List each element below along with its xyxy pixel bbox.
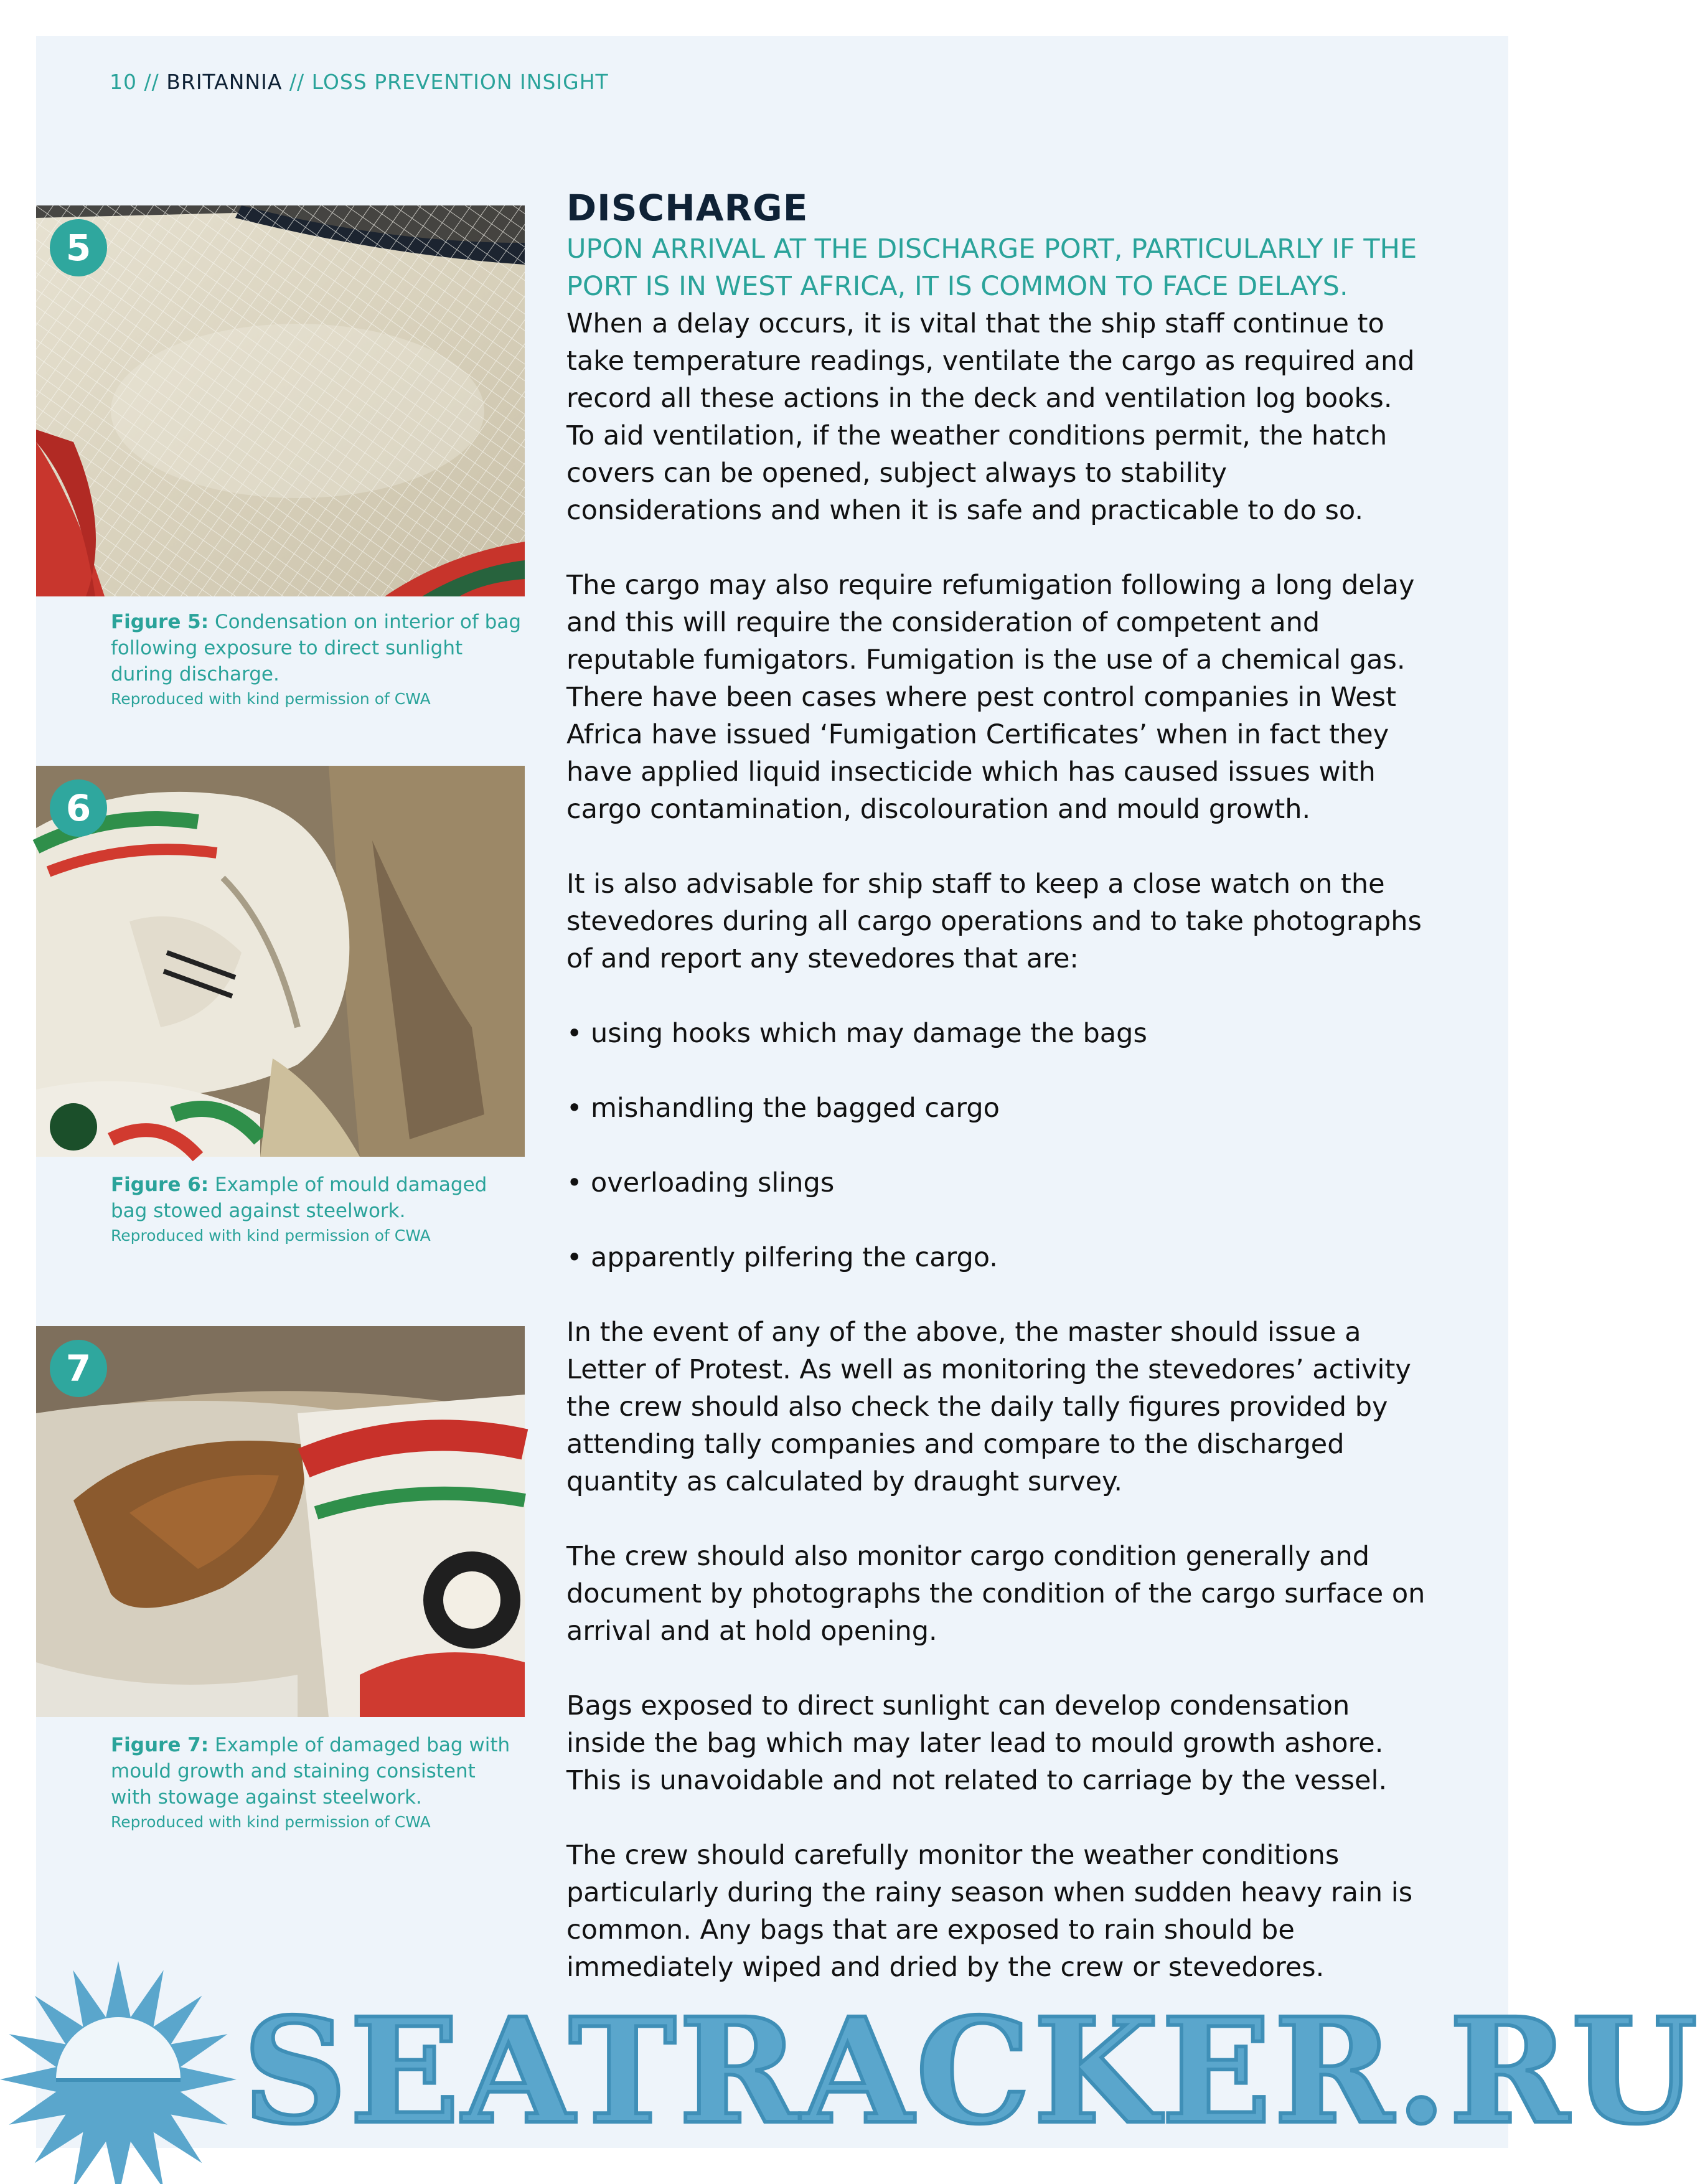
article-lead: UPON ARRIVAL AT THE DISCHARGE PORT, PARTICULARLY IF THE PORT IS IN WEST AFRICA, IT IS COMMON TO FACE DELAYS. <box>566 233 1417 302</box>
publication-name: BRITANNIA <box>166 70 283 94</box>
figure-caption-text: Example of damaged bag with mould growth and staining consistent with stowage against steelwork. <box>111 1734 510 1809</box>
article-paragraph: In the event of any of the above, the master should issue a Letter of Protest. As well as monitoring the stevedores’ activity the crew should also check the daily tally figures provided by attending tally companies and compare to the discharged quantity as calculated by draught survey. <box>566 1317 1411 1497</box>
header-separator: // <box>144 70 159 94</box>
figure-number-badge: 7 <box>50 1340 107 1397</box>
bullet-item: • apparently pilfering the cargo. <box>566 1242 998 1273</box>
bullet-item: • overloading slings <box>566 1167 835 1198</box>
article-paragraph: The crew should carefully monitor the weather conditions particularly during the rainy season when sudden heavy rain is common. Any bags that are exposed to rain should be immediately wiped and dried by the crew or stevedores. <box>566 1840 1413 1983</box>
watermark-text: SEATRACKER.RU <box>243 1986 1700 2156</box>
figure-credit: Reproduced with kind permission of CWA <box>111 1813 431 1831</box>
figure-6-photo <box>36 766 525 1157</box>
mould-damaged-bag-image <box>36 766 525 1157</box>
article-title: DISCHARGE <box>566 187 809 229</box>
figure-5-photo <box>36 205 525 596</box>
page-number: 10 <box>110 70 137 94</box>
figure-caption-text: Condensation on interior of bag following exposure to direct sunlight during discharge. <box>111 611 522 685</box>
figure-number-badge: 5 <box>50 219 107 276</box>
article-paragraph: Bags exposed to direct sunlight can develop condensation inside the bag which may later lead to mould growth ashore. This is unavoidable and not related to carriage by the vessel. <box>566 1690 1388 1796</box>
figure-5-caption <box>111 609 522 711</box>
figure-number-badge: 6 <box>50 779 107 837</box>
condensation-bag-image <box>36 205 525 596</box>
stained-bag-image <box>36 1326 525 1717</box>
article-paragraph: The crew should also monitor cargo condition generally and document by photographs the condition of the cargo surface on arrival and at hold opening. <box>566 1541 1425 1647</box>
bullet-item: • using hooks which may damage the bags <box>566 1018 1147 1049</box>
figure-6-caption <box>111 1172 522 1248</box>
figure-credit: Reproduced with kind permission of CWA <box>111 690 431 708</box>
figure-7-photo <box>36 1326 525 1717</box>
figure-label: Figure 5: <box>111 611 209 633</box>
header-separator: // <box>289 70 305 94</box>
bullet-item: • mishandling the bagged cargo <box>566 1093 1000 1124</box>
figure-label: Figure 7: <box>111 1734 209 1756</box>
figure-caption-text: Example of mould damaged bag stowed against steelwork. <box>111 1174 487 1222</box>
section-name: LOSS PREVENTION INSIGHT <box>311 70 609 94</box>
figure-7-caption <box>111 1732 522 1834</box>
article-paragraph: It is also advisable for ship staff to keep a close watch on the stevedores during all cargo operations and to take photographs of and report any stevedores that are: <box>566 868 1422 974</box>
article <box>566 186 1425 1986</box>
figure-credit: Reproduced with kind permission of CWA <box>111 1226 431 1245</box>
running-header <box>110 70 609 94</box>
article-paragraph: When a delay occurs, it is vital that the ship staff continue to take temperature readings, ventilate the cargo as required and record all these actions in the deck and ventilation log books. To aid ventilation, if the weather conditions permit, the hatch covers can be opened, subject always to stability considerations and when it is safe and practicable to do so. <box>566 308 1415 526</box>
figure-label: Figure 6: <box>111 1174 209 1196</box>
article-paragraph: The cargo may also require refumigation following a long delay and this will require the consideration of competent and reputable fumigators. Fumigation is the use of a chemical gas. There have been cases where pest control companies in West Africa have issued ‘Fumigation Certificates’ when in fact they have applied liquid insecticide which has caused issues with cargo contamination, discolouration and mould growth. <box>566 570 1415 825</box>
